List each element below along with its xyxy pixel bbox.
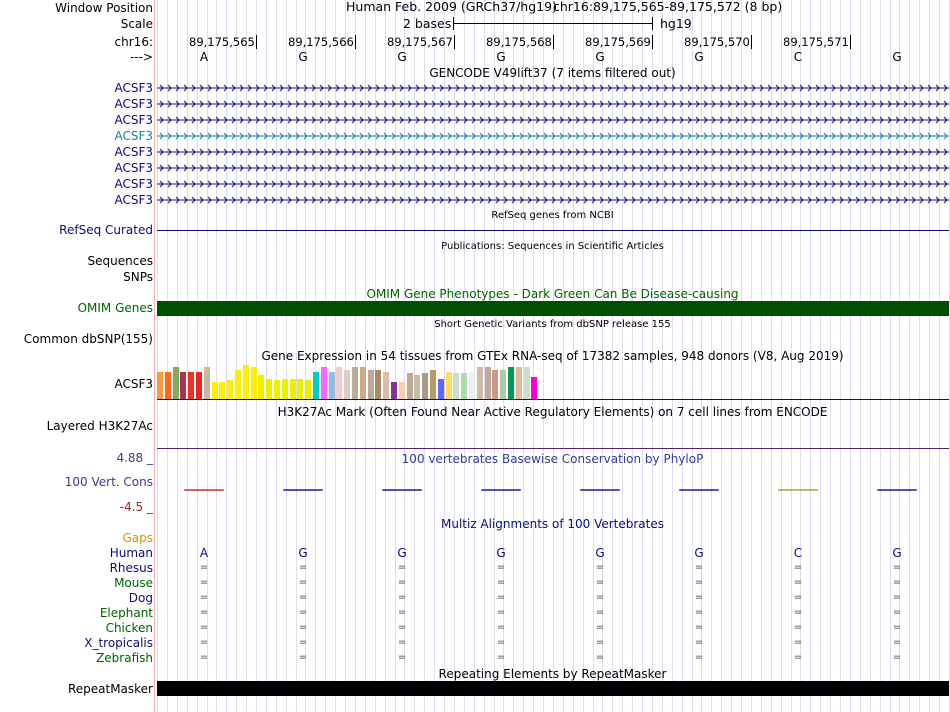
sequence-base: G: [694, 50, 704, 64]
sequence-base: G: [595, 50, 605, 64]
multiz-match: =: [694, 607, 704, 618]
strand-label: --->: [129, 50, 153, 64]
gencode-item-label[interactable]: ACSF3: [114, 145, 153, 159]
multiz-match: =: [694, 592, 704, 603]
gtex-tissue-bar[interactable]: [383, 372, 389, 399]
gencode-item-label[interactable]: ACSF3: [114, 193, 153, 207]
gtex-tissue-bar[interactable]: [157, 372, 163, 399]
gencode-item-label[interactable]: ACSF3: [114, 113, 153, 127]
multiz-match: =: [694, 577, 704, 588]
gencode-item-label[interactable]: ACSF3: [114, 161, 153, 175]
multiz-match: =: [595, 622, 605, 633]
repeatmasker-track-title: Repeating Elements by RepeatMasker: [438, 667, 667, 681]
ruler-position-label: 89,175,568: [486, 35, 552, 49]
gtex-tissue-bar[interactable]: [251, 367, 257, 399]
gtex-tissue-bar[interactable]: [235, 370, 241, 399]
gtex-tissue-bar[interactable]: [469, 372, 475, 399]
gtex-tissue-bar[interactable]: [438, 379, 444, 399]
multiz-match: =: [496, 652, 506, 663]
multiz-match: =: [397, 622, 407, 633]
multiz-match: =: [199, 562, 209, 573]
gencode-transcript[interactable]: [157, 81, 949, 95]
omim-track-label[interactable]: OMIM Genes: [77, 301, 153, 315]
gtex-tissue-bar[interactable]: [422, 373, 428, 399]
ruler-position-label: 89,175,569: [585, 35, 651, 49]
multiz-match: =: [496, 622, 506, 633]
multiz-match: =: [298, 622, 308, 633]
gtex-tissue-bar[interactable]: [391, 382, 397, 399]
gtex-tissue-bar[interactable]: [336, 367, 342, 399]
gtex-tissue-bar[interactable]: [282, 379, 288, 399]
gtex-tissue-bar[interactable]: [414, 375, 420, 399]
gaps-label[interactable]: Gaps: [122, 531, 153, 545]
multiz-human-base: G: [694, 546, 704, 560]
gencode-item-label[interactable]: ACSF3: [114, 97, 153, 111]
sequence-base: A: [199, 50, 209, 64]
multiz-species-label[interactable]: X_tropicalis: [84, 636, 153, 650]
sequence-base: G: [496, 50, 506, 64]
gtex-tissue-bar[interactable]: [165, 372, 171, 399]
multiz-match: =: [496, 637, 506, 648]
cons-ymax: 4.88 _: [116, 451, 153, 465]
multiz-match: =: [397, 652, 407, 663]
gtex-tissue-bar[interactable]: [290, 379, 296, 399]
multiz-species-label[interactable]: Zebrafish: [96, 651, 153, 665]
multiz-match: =: [397, 592, 407, 603]
scale-bar-left-tick: [453, 17, 454, 30]
repeatmasker-track-label[interactable]: RepeatMasker: [67, 682, 153, 696]
multiz-match: =: [496, 562, 506, 573]
ruler-tick: [553, 35, 554, 49]
ruler-tick: [652, 35, 653, 49]
cons-base-score[interactable]: [877, 489, 917, 491]
assembly-title: Human Feb. 2009 (GRCh37/hg19): [346, 0, 557, 14]
gtex-tissue-bar[interactable]: [360, 367, 366, 399]
multiz-match: =: [199, 607, 209, 618]
gencode-item-label[interactable]: ACSF3: [114, 177, 153, 191]
omim-feature-bar[interactable]: [157, 301, 949, 316]
gtex-tissue-bar[interactable]: [375, 370, 381, 399]
multiz-species-label[interactable]: Elephant: [99, 606, 153, 620]
gtex-tissue-bar[interactable]: [399, 382, 405, 399]
multiz-match: =: [694, 562, 704, 573]
gencode-transcript[interactable]: [157, 113, 949, 127]
h3k27ac-track-title: H3K27Ac Mark (Often Found Near Active Regulatory Elements) on 7 cell lines from ENCODE: [277, 405, 828, 419]
multiz-match: =: [298, 592, 308, 603]
omim-track-title: OMIM Gene Phenotypes - Dark Green Can Be Disease-causing: [366, 287, 739, 301]
ruler-position-label: 89,175,571: [783, 35, 849, 49]
multiz-match: =: [199, 637, 209, 648]
gtex-baseline: [157, 399, 949, 400]
multiz-match: =: [793, 622, 803, 633]
cons-base-score[interactable]: [283, 489, 323, 491]
multiz-match: =: [892, 577, 902, 588]
multiz-match: =: [595, 637, 605, 648]
gtex-tissue-bar[interactable]: [368, 370, 374, 399]
h3k27ac-track-label[interactable]: Layered H3K27Ac: [46, 419, 153, 433]
gtex-tissue-bar[interactable]: [196, 372, 202, 399]
gtex-tissue-bar[interactable]: [446, 372, 452, 399]
ruler-tick: [355, 35, 356, 49]
gtex-tissue-bar[interactable]: [531, 377, 537, 399]
ruler-position-label: 89,175,565: [189, 35, 255, 49]
gtex-tissue-bar[interactable]: [461, 373, 467, 399]
gtex-tissue-bar[interactable]: [430, 370, 436, 399]
multiz-match: =: [397, 637, 407, 648]
ruler-tick: [454, 35, 455, 49]
multiz-match: =: [298, 652, 308, 663]
multiz-species-label[interactable]: Chicken: [105, 621, 153, 635]
multiz-match: =: [595, 592, 605, 603]
multiz-species-label[interactable]: Human: [109, 546, 153, 560]
refseq-track-label[interactable]: RefSeq Curated: [59, 223, 153, 237]
multiz-match: =: [892, 592, 902, 603]
multiz-match: =: [694, 652, 704, 663]
multiz-match: =: [595, 562, 605, 573]
multiz-human-base: A: [199, 546, 209, 560]
dbsnp-track-title: Short Genetic Variants from dbSNP release 155: [434, 319, 671, 330]
scale-label: Scale: [120, 17, 153, 31]
multiz-match: =: [397, 562, 407, 573]
gtex-tissue-bar[interactable]: [188, 372, 194, 399]
multiz-match: =: [793, 637, 803, 648]
multiz-match: =: [793, 577, 803, 588]
h3k27ac-baseline: [157, 448, 949, 449]
gtex-tissue-bar[interactable]: [500, 370, 506, 399]
gtex-tissue-bar[interactable]: [297, 379, 303, 399]
gtex-tissue-bar[interactable]: [329, 372, 335, 399]
multiz-species-label[interactable]: Mouse: [114, 576, 153, 590]
gencode-transcript[interactable]: [157, 177, 949, 191]
scale-text: 2 bases: [403, 16, 452, 31]
window-position-label: Window Position: [55, 1, 153, 15]
scale-bar: [453, 23, 652, 24]
multiz-match: =: [298, 607, 308, 618]
gtex-expression-bars[interactable]: [157, 363, 949, 399]
dbsnp-track-label[interactable]: Common dbSNP(155): [23, 332, 153, 346]
gtex-tissue-bar[interactable]: [516, 367, 522, 399]
multiz-species-label[interactable]: Dog: [128, 591, 153, 605]
multiz-match: =: [199, 652, 209, 663]
multiz-match: =: [892, 622, 902, 633]
gtex-tissue-bar[interactable]: [180, 372, 186, 399]
gencode-track-title: GENCODE V49lift37 (7 items filtered out): [429, 66, 676, 80]
sequence-base: G: [892, 50, 902, 64]
ruler-position-label: 89,175,566: [288, 35, 354, 49]
multiz-match: =: [793, 607, 803, 618]
refseq-track-title: RefSeq genes from NCBI: [491, 210, 614, 221]
multiz-match: =: [595, 652, 605, 663]
cons-base-score[interactable]: [580, 489, 620, 491]
gtex-tissue-bar[interactable]: [453, 373, 459, 399]
multiz-match: =: [793, 652, 803, 663]
gencode-item-label[interactable]: ACSF3: [114, 81, 153, 95]
multiz-match: =: [199, 577, 209, 588]
gtex-tissue-bar[interactable]: [212, 382, 218, 399]
multiz-match: =: [793, 562, 803, 573]
gencode-transcript[interactable]: [157, 129, 949, 143]
gtex-track-label[interactable]: ACSF3: [114, 377, 153, 391]
multiz-species-label[interactable]: Rhesus: [109, 561, 153, 575]
gencode-transcript[interactable]: [157, 97, 949, 111]
gtex-tissue-bar[interactable]: [219, 382, 225, 399]
cons-track-title: 100 vertebrates Basewise Conservation by PhyloP: [401, 452, 704, 466]
gtex-track-title: Gene Expression in 54 tissues from GTEx RNA-seq of 17382 samples, 948 donors (V8, Aug 2019): [261, 349, 844, 363]
multiz-match: =: [496, 592, 506, 603]
cons-base-score[interactable]: [382, 489, 422, 491]
multiz-human-base: G: [892, 546, 902, 560]
gtex-tissue-bar[interactable]: [352, 367, 358, 399]
repeatmasker-feature-bar[interactable]: [157, 681, 949, 696]
multiz-match: =: [595, 607, 605, 618]
multiz-match: =: [298, 577, 308, 588]
gtex-tissue-bar[interactable]: [321, 367, 327, 399]
multiz-match: =: [496, 577, 506, 588]
multiz-human-base: G: [397, 546, 407, 560]
gtex-tissue-bar[interactable]: [243, 365, 249, 399]
multiz-match: =: [694, 622, 704, 633]
cons-track-label[interactable]: 100 Vert. Cons: [64, 475, 153, 489]
gencode-item-label[interactable]: ACSF3: [114, 129, 153, 143]
gtex-tissue-bar[interactable]: [274, 380, 280, 399]
cons-base-score[interactable]: [184, 489, 224, 491]
scale-bar-right-tick: [652, 17, 653, 30]
publications-track-label[interactable]: Sequences: [87, 254, 153, 268]
gtex-tissue-bar[interactable]: [524, 367, 530, 399]
chrom-label: chr16:: [114, 35, 153, 49]
multiz-human-base: C: [793, 546, 803, 560]
position-title: chr16:89,175,565-89,175,572 (8 bp): [553, 0, 783, 14]
multiz-human-base: G: [298, 546, 308, 560]
gtex-tissue-bar[interactable]: [266, 379, 272, 399]
multiz-match: =: [892, 652, 902, 663]
sequence-base: G: [298, 50, 308, 64]
ruler-tick: [751, 35, 752, 49]
multiz-human-base: G: [496, 546, 506, 560]
multiz-match: =: [199, 592, 209, 603]
gtex-tissue-bar[interactable]: [485, 367, 491, 399]
multiz-match: =: [793, 592, 803, 603]
cons-base-score[interactable]: [679, 489, 719, 491]
snps-track-label[interactable]: SNPs: [123, 270, 153, 284]
gtex-tissue-bar[interactable]: [173, 367, 179, 399]
multiz-match: =: [397, 607, 407, 618]
gencode-transcript[interactable]: [157, 145, 949, 159]
refseq-gene-line[interactable]: [157, 230, 949, 231]
multiz-match: =: [892, 562, 902, 573]
gtex-tissue-bar[interactable]: [492, 370, 498, 399]
gtex-tissue-bar[interactable]: [227, 380, 233, 399]
multiz-match: =: [397, 577, 407, 588]
multiz-match: =: [892, 637, 902, 648]
cons-base-score[interactable]: [481, 489, 521, 491]
multiz-match: =: [892, 607, 902, 618]
ruler-position-label: 89,175,570: [684, 35, 750, 49]
multiz-match: =: [496, 607, 506, 618]
sequence-base: C: [793, 50, 803, 64]
gtex-tissue-bar[interactable]: [258, 375, 264, 399]
gencode-transcript[interactable]: [157, 193, 949, 207]
ruler-tick: [256, 35, 257, 49]
scale-assembly: hg19: [660, 16, 692, 31]
cons-ymin: -4.5 _: [119, 500, 153, 514]
gtex-tissue-bar[interactable]: [313, 372, 319, 399]
multiz-match: =: [298, 562, 308, 573]
gtex-tissue-bar[interactable]: [344, 370, 350, 399]
gtex-tissue-bar[interactable]: [305, 380, 311, 399]
multiz-match: =: [595, 577, 605, 588]
ruler-tick: [850, 35, 851, 49]
ruler-position-label: 89,175,567: [387, 35, 453, 49]
gtex-tissue-bar[interactable]: [204, 367, 210, 399]
gtex-tissue-bar[interactable]: [477, 367, 483, 399]
sequence-base: G: [397, 50, 407, 64]
multiz-match: =: [298, 637, 308, 648]
multiz-match: =: [694, 637, 704, 648]
multiz-track-title: Multiz Alignments of 100 Vertebrates: [440, 517, 665, 531]
gtex-tissue-bar[interactable]: [508, 367, 514, 399]
publications-track-title: Publications: Sequences in Scientific Articles: [441, 241, 664, 252]
gencode-transcript[interactable]: [157, 161, 949, 175]
cons-base-score[interactable]: [778, 489, 818, 491]
multiz-match: =: [199, 622, 209, 633]
gtex-tissue-bar[interactable]: [407, 373, 413, 399]
multiz-human-base: G: [595, 546, 605, 560]
